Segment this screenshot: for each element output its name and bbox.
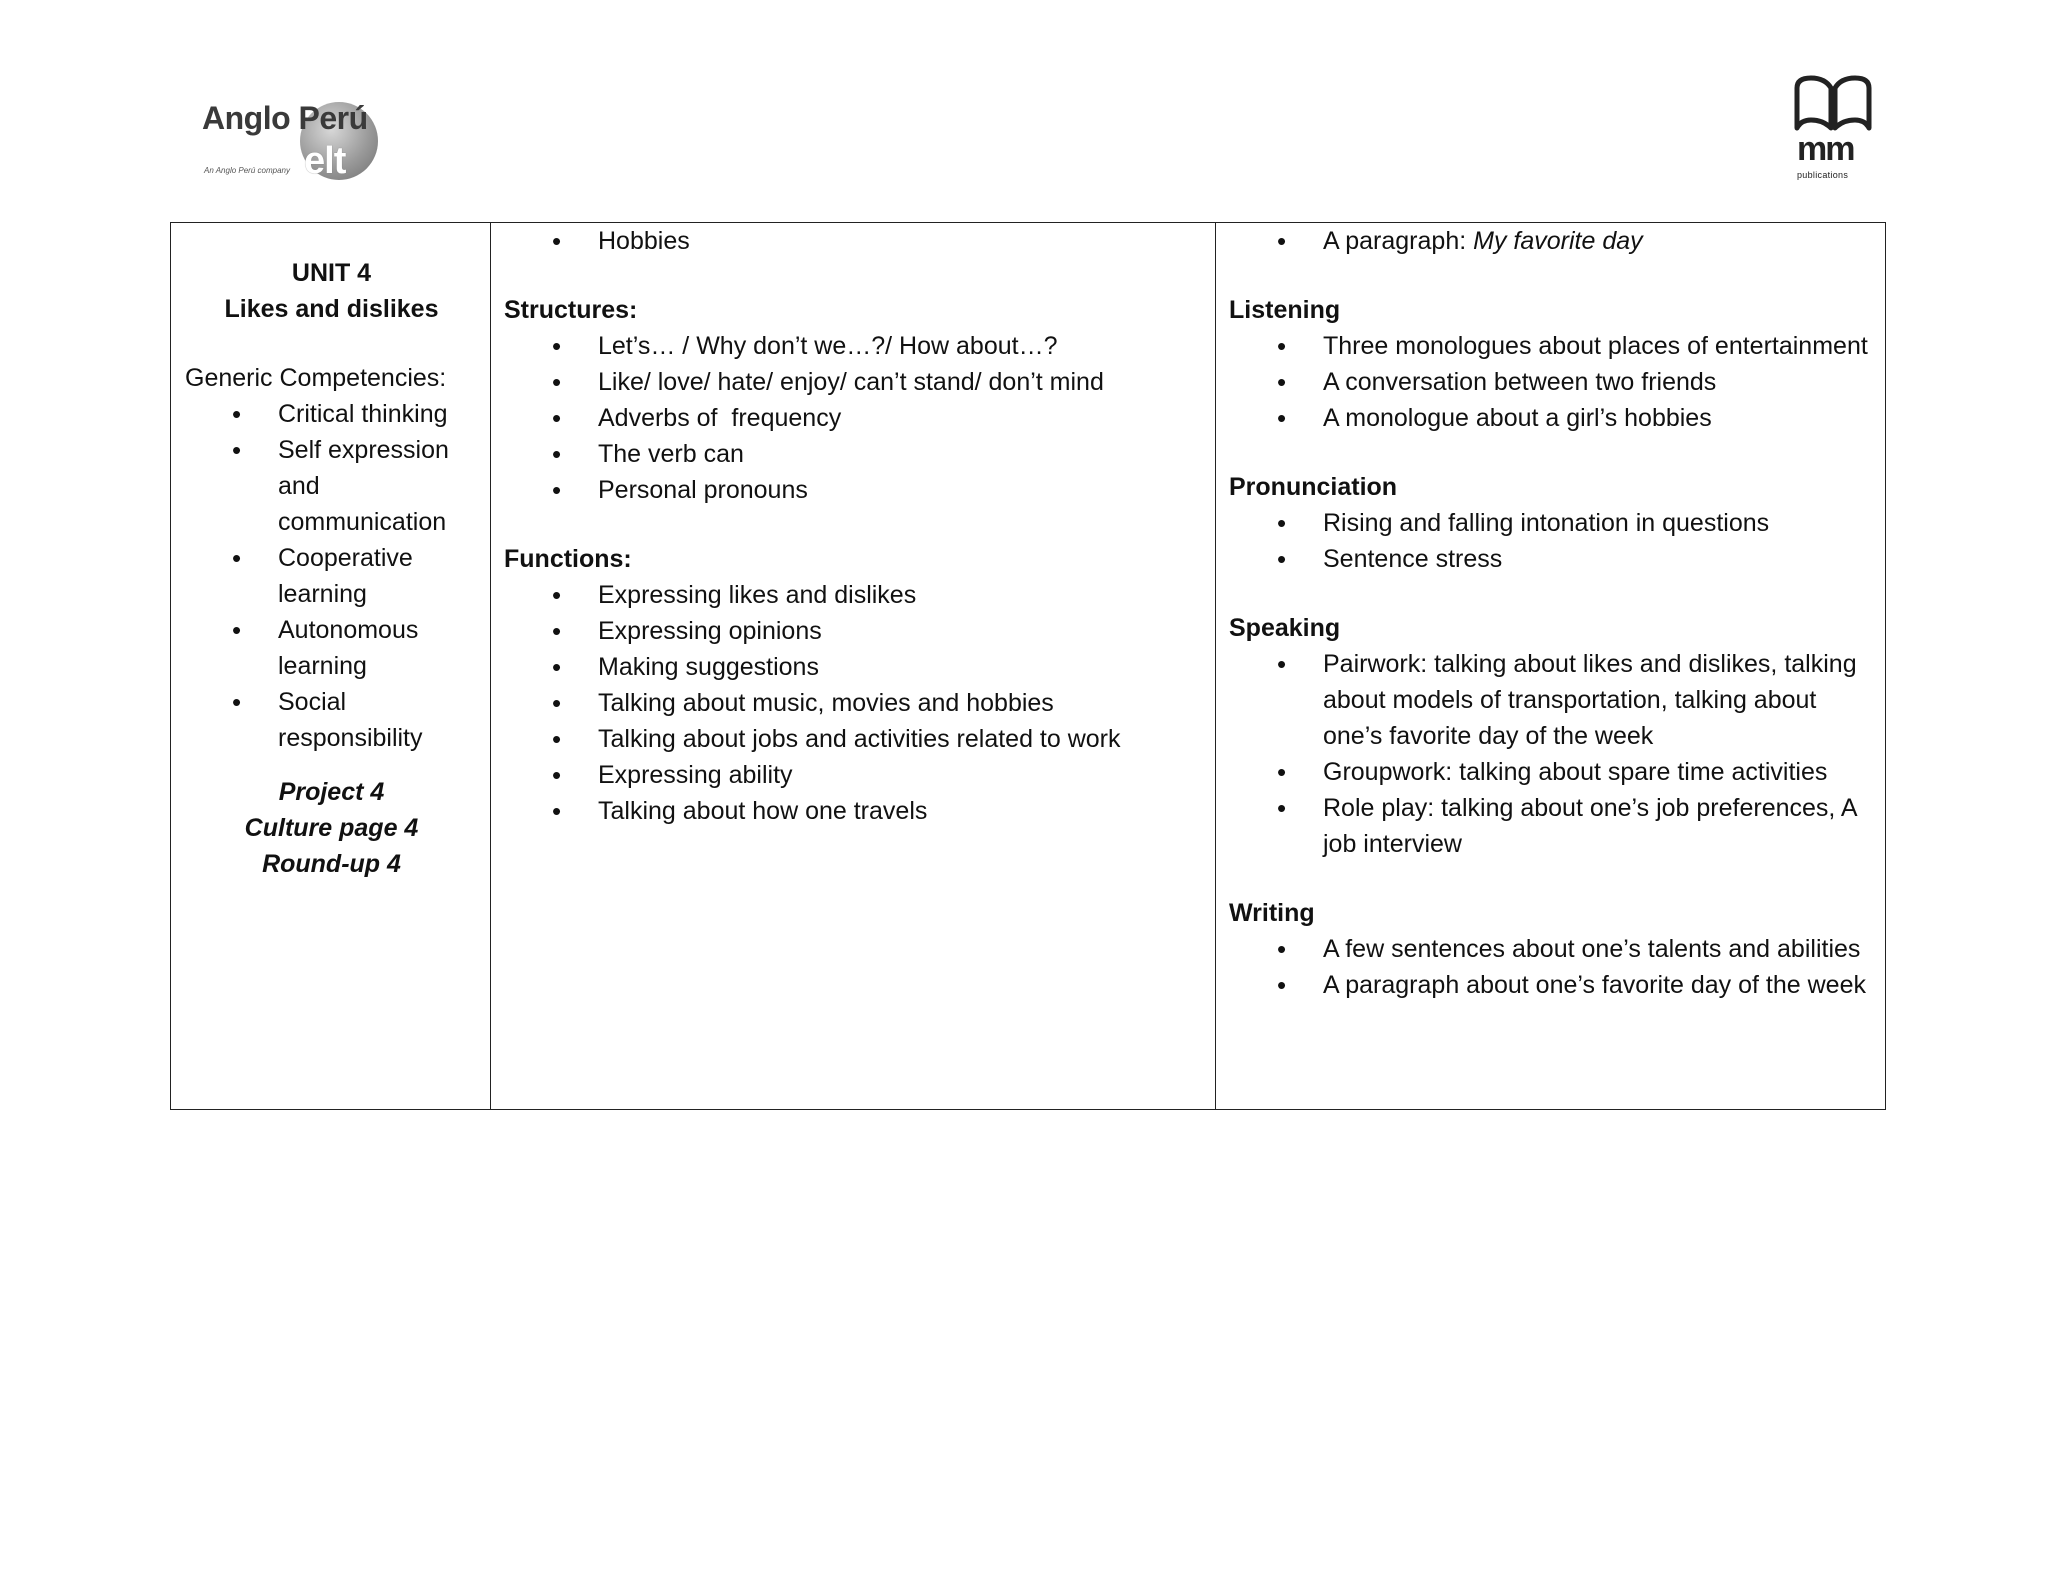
list-item: • Role play: talking about one’s job preferences, A job interview — [1229, 790, 1874, 862]
unit-title: Likes and dislikes — [224, 295, 439, 323]
logo-tagline: An Anglo Perú company — [204, 166, 290, 175]
list-item: • Personal pronouns — [504, 472, 1205, 508]
competencies-list — [185, 396, 478, 756]
list-item: • Expressing likes and dislikes — [504, 577, 1205, 613]
logo-mm-text: mm — [1797, 130, 1854, 168]
list-item: • Self expression and communication — [185, 432, 478, 540]
writing-list — [1229, 931, 1874, 1003]
list-item: • Talking about how one travels — [504, 793, 1205, 829]
list-item: • A conversation between two friends — [1229, 364, 1874, 400]
speaking-list — [1229, 646, 1874, 862]
list-item: • Rising and falling intonation in questions — [1229, 505, 1874, 541]
list-item: • A paragraph about one’s favorite day of the week — [1229, 967, 1874, 1003]
round-up-label: Round-up 4 — [262, 850, 401, 878]
syllabus-table — [170, 222, 1886, 1110]
logo-brand-text: Anglo Perú — [202, 100, 368, 136]
list-item: • Groupwork: talking about spare time activities — [1229, 754, 1874, 790]
list-item: • Sentence stress — [1229, 541, 1874, 577]
list-item: • Critical thinking — [185, 396, 478, 432]
list-item: • A monologue about a girl’s hobbies — [1229, 400, 1874, 436]
list-item: • Let’s… / Why don’t we…?/ How about…? — [504, 328, 1205, 364]
list-item: • Adverbs of frequency — [504, 400, 1205, 436]
culture-page-label: Culture page 4 — [244, 814, 419, 842]
unit-number: UNIT 4 — [291, 259, 372, 287]
list-item: • Three monologues about places of entertainment — [1229, 328, 1874, 364]
list-item: • Making suggestions — [504, 649, 1205, 685]
functions-list — [504, 577, 1205, 829]
mm-publications-logo — [1793, 74, 1883, 184]
list-item — [1229, 223, 1874, 259]
list-item: • Pairwork: talking about likes and dislikes, talking about models of transportation, talking about one’s favorite day of the week — [1229, 646, 1874, 754]
reading-prefix: A paragraph: — [1323, 227, 1474, 255]
speaking-heading: Speaking — [1229, 614, 1341, 642]
list-item: • Talking about music, movies and hobbies — [504, 685, 1205, 721]
structures-heading: Structures: — [504, 296, 638, 324]
list-item: • Like/ love/ hate/ enjoy/ can’t stand/ don’t mind — [504, 364, 1205, 400]
language-column — [490, 223, 1215, 1109]
list-item: • Autonomous learning — [185, 612, 478, 684]
list-item: • A few sentences about one’s talents and abilities — [1229, 931, 1874, 967]
anglo-peru-logo — [198, 94, 398, 186]
listening-list — [1229, 328, 1874, 436]
structures-list — [504, 328, 1205, 508]
unit-column — [171, 223, 490, 1109]
reading-title: My favorite day — [1473, 227, 1643, 255]
logo-elt-mark: elt — [304, 140, 346, 182]
list-item: • Social responsibility — [185, 684, 478, 756]
list-item: • The verb can — [504, 436, 1205, 472]
list-item: • Expressing opinions — [504, 613, 1205, 649]
list-item: • Talking about jobs and activities related to work — [504, 721, 1205, 757]
listening-heading: Listening — [1229, 296, 1341, 324]
reading-list — [1229, 223, 1874, 259]
functions-heading: Functions: — [504, 545, 632, 573]
pronunciation-heading: Pronunciation — [1229, 473, 1398, 501]
pronunciation-list — [1229, 505, 1874, 577]
competencies-label: Generic Competencies: — [185, 364, 447, 392]
book-icon — [1793, 74, 1873, 132]
list-item: • Hobbies — [504, 223, 1205, 259]
writing-heading: Writing — [1229, 899, 1315, 927]
vocabulary-list — [504, 223, 1205, 259]
list-item: • Cooperative learning — [185, 540, 478, 612]
project-label: Project 4 — [278, 778, 385, 806]
list-item: • Expressing ability — [504, 757, 1205, 793]
logo-publications-text: publications — [1797, 170, 1849, 180]
skills-column — [1215, 223, 1884, 1109]
